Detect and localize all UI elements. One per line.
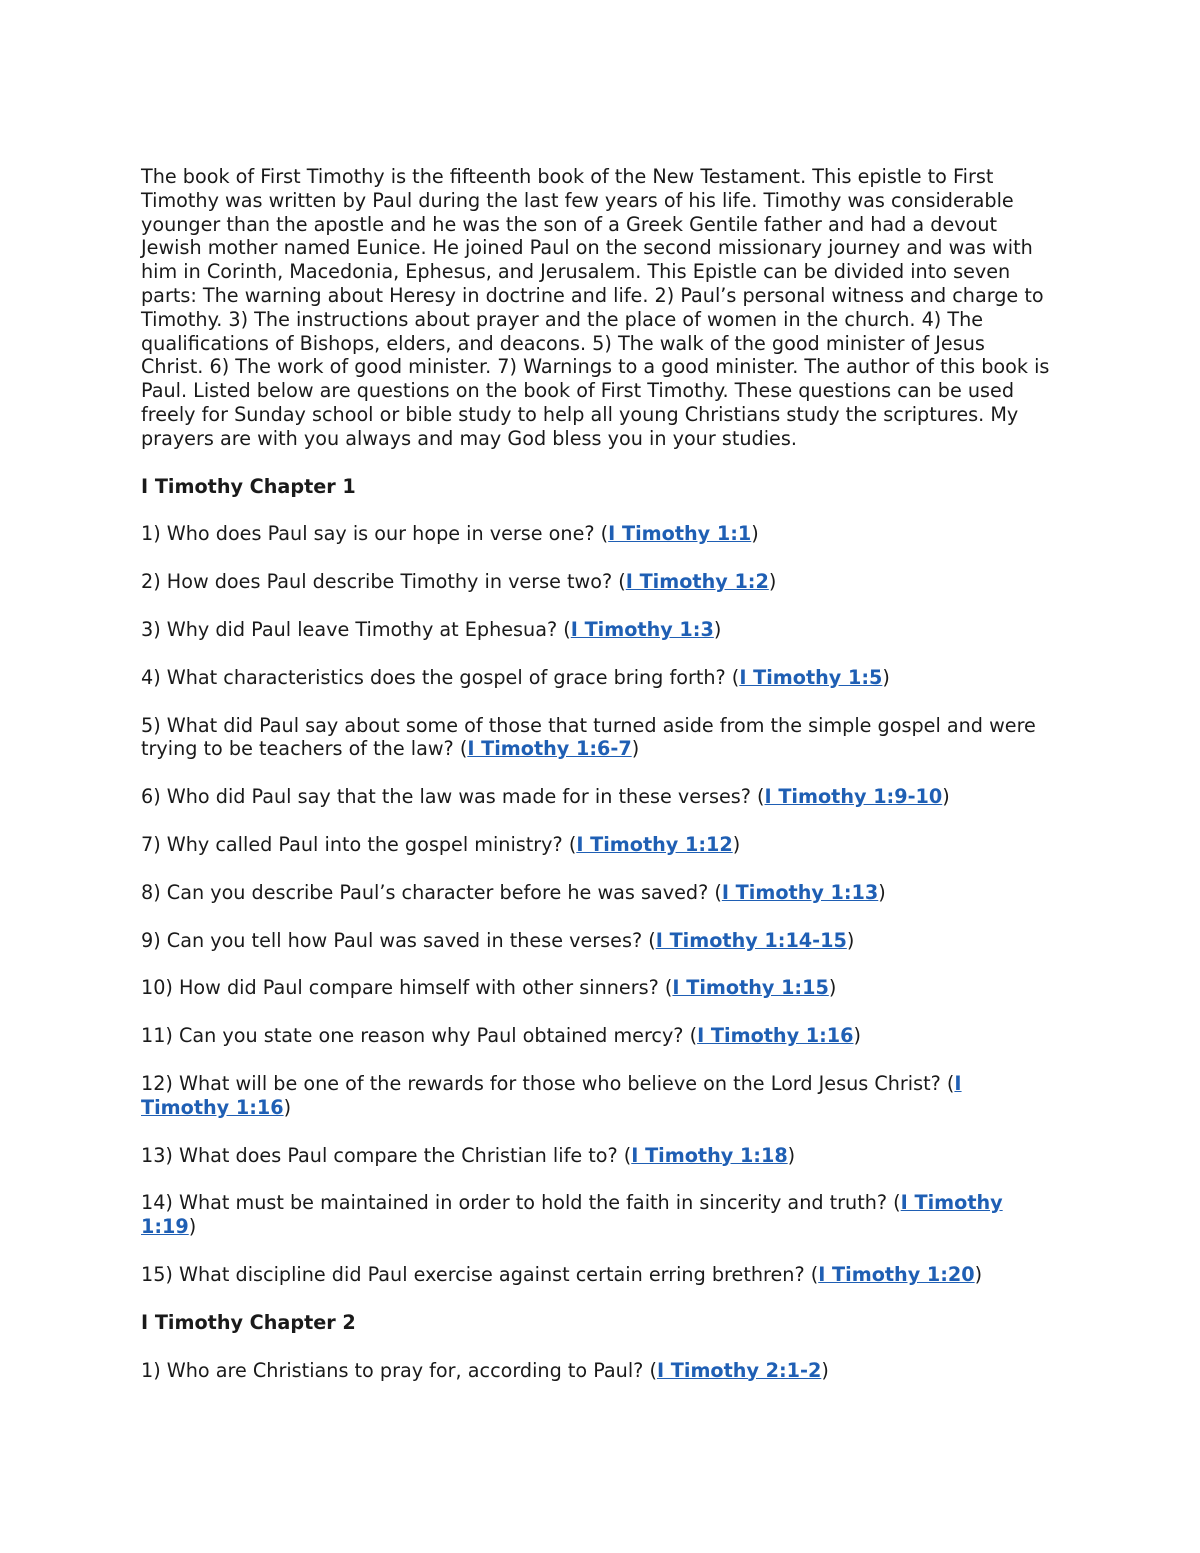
question-item — [141, 522, 1051, 546]
question-close: ) — [732, 832, 741, 856]
question-text: 1) Who are Christians to pray for, according to Paul? ( — [141, 1358, 657, 1382]
question-close: ) — [878, 880, 886, 904]
question-close: ) — [853, 1024, 861, 1048]
question-close: ) — [283, 1095, 292, 1119]
document-body — [141, 165, 1051, 1406]
question-close: ) — [942, 785, 950, 809]
question-item — [141, 976, 1051, 1000]
question-text: 6) Who did Paul say that the law was made for in these verses? ( — [141, 785, 765, 809]
scripture-link[interactable]: I Timothy 1:13 — [721, 880, 879, 904]
question-item — [141, 881, 1051, 905]
scripture-link[interactable]: I Timothy 1:6-7 — [467, 737, 632, 761]
question-item — [141, 618, 1051, 642]
chapter-heading: I Timothy Chapter 2 — [141, 1310, 356, 1334]
question-text: 9) Can you tell how Paul was saved in these verses? ( — [141, 928, 656, 952]
intro-paragraph: The book of First Timothy is the fifteenth book of the New Testament. This epistle to First Timothy was written by Paul during the last few years of his life. Timothy was considerable younger than the apostle and he was the son of a Greek Gentile father and had a devout Jewish mother named Eunice. He joined Paul on the second missionary journey and was with him in Corinth, Macedonia, Ephesus, and Jerusalem. This Epistle can be divided into seven parts: The warning about Heresy in doctrine and life. 2) Paul’s personal witness and charge to Timothy. 3) The instructions about prayer and the place of women in the church. 4) The qualifications of Bishops, elders, and deacons. 5) The walk of the good minister of Jesus Christ. 6) The work of good minister. 7) Warnings to a good minister. The author of this book is Paul. Listed below are questions on the book of First Timothy. These questions can be used freely for Sunday school or bible study to help all young Christians study the scriptures. My prayers are with you always and may God bless you in your studies. — [141, 165, 1050, 450]
question-text: 3) Why did Paul leave Timothy at Ephesua? ( — [141, 617, 571, 641]
question-item — [141, 833, 1051, 857]
question-text: 12) What will be one of the rewards for those who believe on the Lord Jesus Christ? ( — [141, 1071, 955, 1095]
scripture-link[interactable]: I Timothy 1:15 — [672, 976, 829, 1000]
question-close: ) — [188, 1215, 197, 1239]
question-text: 11) Can you state one reason why Paul obtained mercy? ( — [141, 1024, 698, 1048]
chapter-heading: I Timothy Chapter 1 — [141, 474, 356, 498]
scripture-link[interactable]: I Timothy 1:18 — [631, 1143, 788, 1167]
question-item — [141, 1024, 1051, 1048]
question-close: ) — [828, 976, 837, 1000]
scripture-link[interactable]: I Timothy 1:9-10 — [764, 785, 943, 809]
question-close: ) — [768, 570, 777, 594]
question-text: 8) Can you describe Paul’s character before he was saved? ( — [141, 880, 722, 904]
question-text: 1) Who does Paul say is our hope in verse one? ( — [141, 522, 609, 546]
question-item — [141, 1144, 1051, 1168]
question-item — [141, 1359, 1051, 1383]
question-text: 14) What must be maintained in order to hold the faith in sincerity and truth? ( — [141, 1191, 901, 1215]
question-text: 2) How does Paul describe Timothy in verse two? ( — [141, 570, 626, 594]
question-close: ) — [751, 522, 759, 546]
question-text: 13) What does Paul compare the Christian life to? ( — [141, 1143, 632, 1167]
question-item — [141, 1191, 1051, 1239]
question-close: ) — [821, 1358, 829, 1382]
question-text: 15) What discipline did Paul exercise against certain erring brethren? ( — [141, 1262, 819, 1286]
question-close: ) — [787, 1143, 796, 1167]
scripture-link[interactable]: I Timothy 1:19 — [141, 1191, 1003, 1239]
scripture-link[interactable]: I Timothy 2:1-2 — [656, 1358, 822, 1382]
scripture-link[interactable]: I Timothy 1:12 — [576, 832, 733, 856]
scripture-link[interactable]: I Timothy 1:16 — [141, 1071, 962, 1119]
question-close: ) — [846, 928, 855, 952]
scripture-link[interactable]: I Timothy 1:20 — [818, 1262, 975, 1286]
question-text: 7) Why called Paul into the gospel ministry? ( — [141, 832, 577, 856]
question-item — [141, 785, 1051, 809]
scripture-link[interactable]: I Timothy 1:1 — [608, 522, 752, 546]
question-close: ) — [974, 1262, 983, 1286]
question-item — [141, 929, 1051, 953]
scripture-link[interactable]: I Timothy 1:16 — [697, 1024, 854, 1048]
question-close: ) — [882, 665, 890, 689]
scripture-link[interactable]: I Timothy 1:5 — [739, 665, 883, 689]
question-text: 10) How did Paul compare himself with other sinners? ( — [141, 976, 673, 1000]
question-item — [141, 1072, 1051, 1120]
question-close: ) — [631, 737, 640, 761]
question-text: 5) What did Paul say about some of those that turned aside from the simple gospel and were trying to be teachers of the law? ( — [141, 713, 1036, 761]
scripture-link[interactable]: I Timothy 1:2 — [625, 570, 769, 594]
question-item — [141, 714, 1051, 762]
scripture-link[interactable]: I Timothy 1:14-15 — [655, 928, 847, 952]
question-item — [141, 570, 1051, 594]
question-close: ) — [713, 617, 722, 641]
question-item — [141, 1263, 1051, 1287]
question-item — [141, 666, 1051, 690]
question-text: 4) What characteristics does the gospel of grace bring forth? ( — [141, 665, 740, 689]
scripture-link[interactable]: I Timothy 1:3 — [570, 617, 714, 641]
